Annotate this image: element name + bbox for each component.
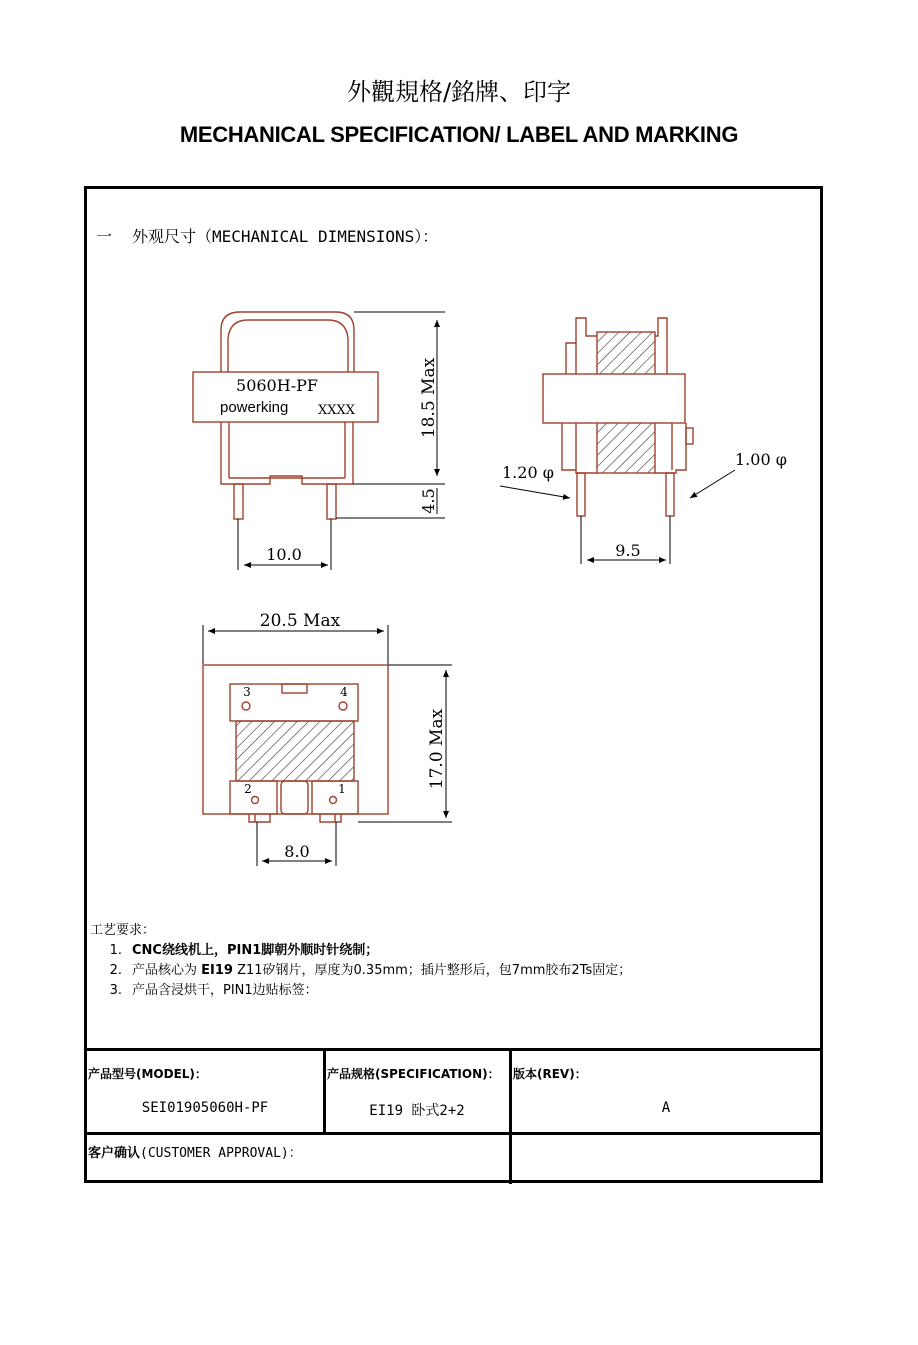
note-text-prefix: 产品核心为: [132, 963, 202, 978]
table-top-border: [84, 1048, 823, 1051]
dim-pin-dia-right: 1.00 φ: [735, 450, 787, 469]
notes-heading: 工艺要求：: [90, 923, 156, 938]
side-view: [543, 318, 693, 516]
customer-approval-label: [88, 1142, 302, 1161]
page-title-en: MECHANICAL SPECIFICATION/ LABEL AND MARKING: [179, 122, 739, 147]
note-item-3: [90, 981, 631, 1001]
page-title-cn: 外觀規格/銘牌、印字: [346, 78, 572, 106]
dim-pin-dia-left: 1.20 φ: [502, 463, 554, 482]
label-code-text: XXXX: [318, 403, 356, 418]
section-bullet: 一: [96, 227, 113, 246]
note-item-1: [90, 941, 631, 961]
note-text-suffix: Z11矽钢片，厚度为0.35mm；插片整形后，包7mm胶布2Ts固定；: [232, 963, 632, 978]
label-brand-text: powerking: [220, 399, 289, 416]
front-dimensions: [238, 312, 445, 570]
pin-label-4: 4: [340, 685, 348, 699]
dim-pin-length: 4.5: [419, 488, 438, 514]
customer-approval-cn: 客户确认: [88, 1146, 141, 1161]
customer-approval-en: (CUSTOMER APPROVAL)：: [140, 1146, 302, 1161]
rev-value: A: [661, 1100, 671, 1116]
note-text: CNC绕线机上，PIN1脚朝外顺时针绕制；: [132, 943, 379, 958]
dim-pin-pitch-front: 10.0: [266, 545, 302, 564]
spec-label: 产品规格(SPECIFICATION)：: [327, 1067, 500, 1081]
note-text: 产品含浸烘干，PIN1边贴标签：: [132, 983, 318, 998]
dim-pin-pitch-bottom: 8.0: [284, 842, 310, 861]
spec-value: EI19 卧式2+2: [369, 1103, 465, 1119]
table-divider-2: [509, 1048, 512, 1184]
pin-label-3: 3: [243, 685, 251, 699]
note-item-2: [90, 961, 631, 981]
dim-depth: 17.0 Max: [427, 708, 447, 790]
note-number: 2.: [109, 963, 122, 978]
rev-label: 版本(REV)：: [513, 1067, 587, 1081]
label-model-text: 5060H-PF: [236, 376, 318, 395]
pin-label-1: 1: [338, 782, 346, 796]
model-value: SEI01905060H-PF: [141, 1100, 269, 1116]
note-text-bold: EI19: [201, 963, 233, 978]
dim-width: 20.5 Max: [259, 611, 341, 631]
model-label: 产品型号(MODEL)：: [88, 1067, 207, 1081]
table-divider-1: [323, 1048, 326, 1134]
note-number: 1.: [109, 943, 122, 958]
table-middle-border: [84, 1132, 823, 1135]
dim-pin-pitch-side: 9.5: [615, 541, 641, 560]
dim-height: 18.5 Max: [419, 357, 439, 439]
note-number: 3.: [109, 983, 122, 998]
pin-label-2: 2: [244, 782, 252, 796]
section-title-text: 外观尺寸（MECHANICAL DIMENSIONS）：: [132, 227, 439, 246]
bottom-view: [203, 665, 388, 822]
process-notes: [90, 921, 631, 1001]
